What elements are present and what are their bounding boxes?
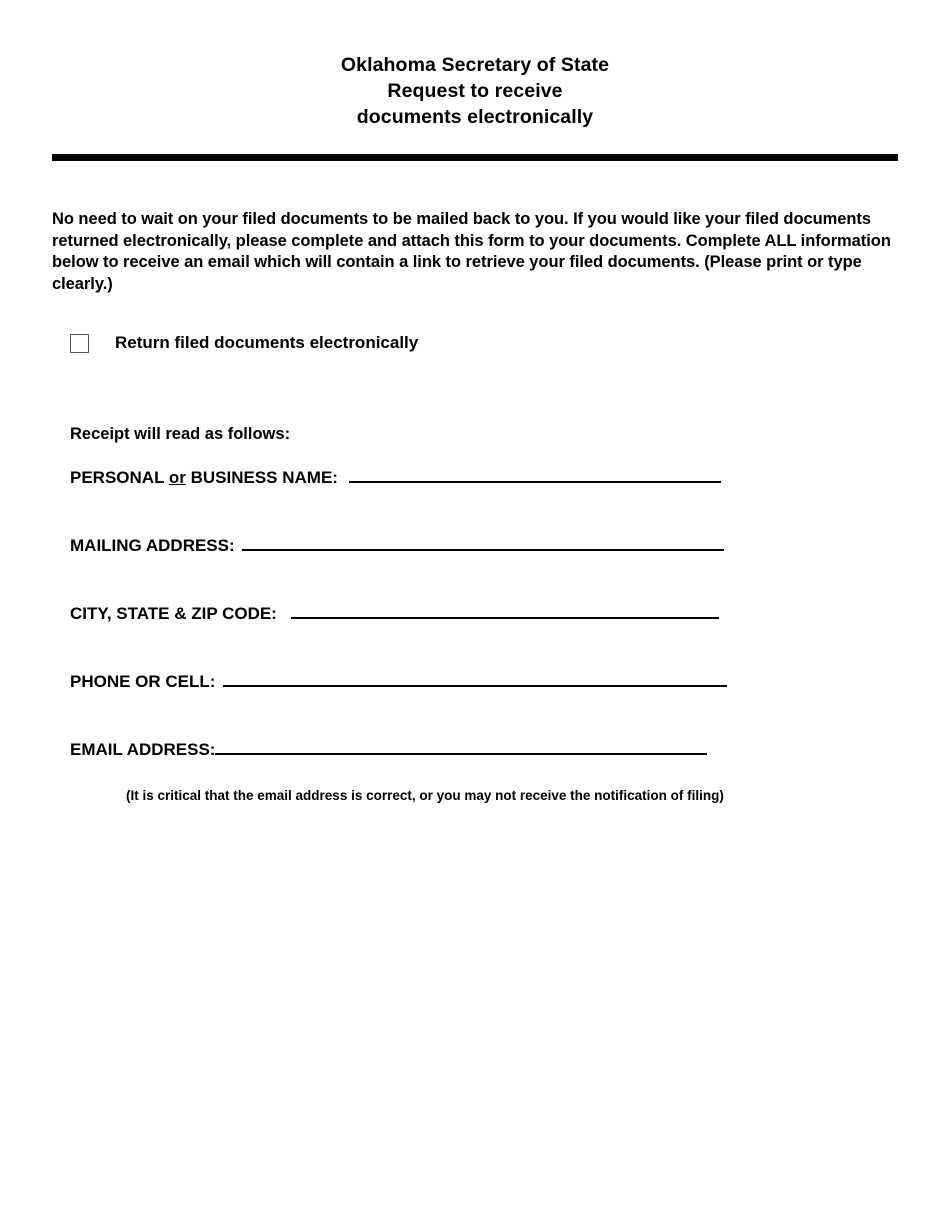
field-row-city-state-zip: [70, 600, 898, 640]
page-title: [52, 0, 898, 130]
return-electronically-checkbox[interactable]: [70, 334, 89, 353]
label-mailing-address: MAILING ADDRESS:: [70, 536, 235, 555]
return-electronically-label: Return filed documents electronically: [115, 333, 419, 352]
header-divider: [52, 154, 898, 161]
title-line-2: Request to receive: [387, 80, 563, 102]
input-personal-or-business-name[interactable]: [349, 464, 721, 483]
email-note: (It is critical that the email address is correct, or you may not receive the notification of filing): [126, 788, 724, 803]
input-phone-or-cell[interactable]: [223, 668, 727, 687]
intro-paragraph: No need to wait on your filed documents to be mailed back to you. If you would like your filed documents returned electronically, please complete and attach this form to your documents. Complete ALL information below to receive an email which will contain a link to retrieve your filed documents. (Please print or type clearly.): [52, 210, 891, 293]
label-personal-or-business-name: PERSONAL or BUSINESS NAME:: [70, 468, 338, 487]
field-row-email-address: [70, 736, 898, 776]
receipt-heading: Receipt will read as follows:: [70, 425, 291, 443]
input-mailing-address[interactable]: [242, 532, 724, 551]
label-city-state-zip: CITY, STATE & ZIP CODE:: [70, 604, 277, 623]
label-phone-or-cell: PHONE OR CELL:: [70, 672, 216, 691]
return-electronically-row[interactable]: [52, 333, 898, 353]
field-row-mailing-address: [70, 532, 898, 572]
title-line-1: Oklahoma Secretary of State: [340, 54, 610, 76]
input-city-state-zip[interactable]: [291, 600, 719, 619]
label-email-address: EMAIL ADDRESS:: [70, 740, 216, 759]
field-row-personal-or-business-name: [70, 464, 898, 504]
title-line-3: documents electronically: [356, 106, 594, 128]
input-email-address[interactable]: [215, 736, 707, 755]
field-row-phone-or-cell: [70, 668, 898, 708]
